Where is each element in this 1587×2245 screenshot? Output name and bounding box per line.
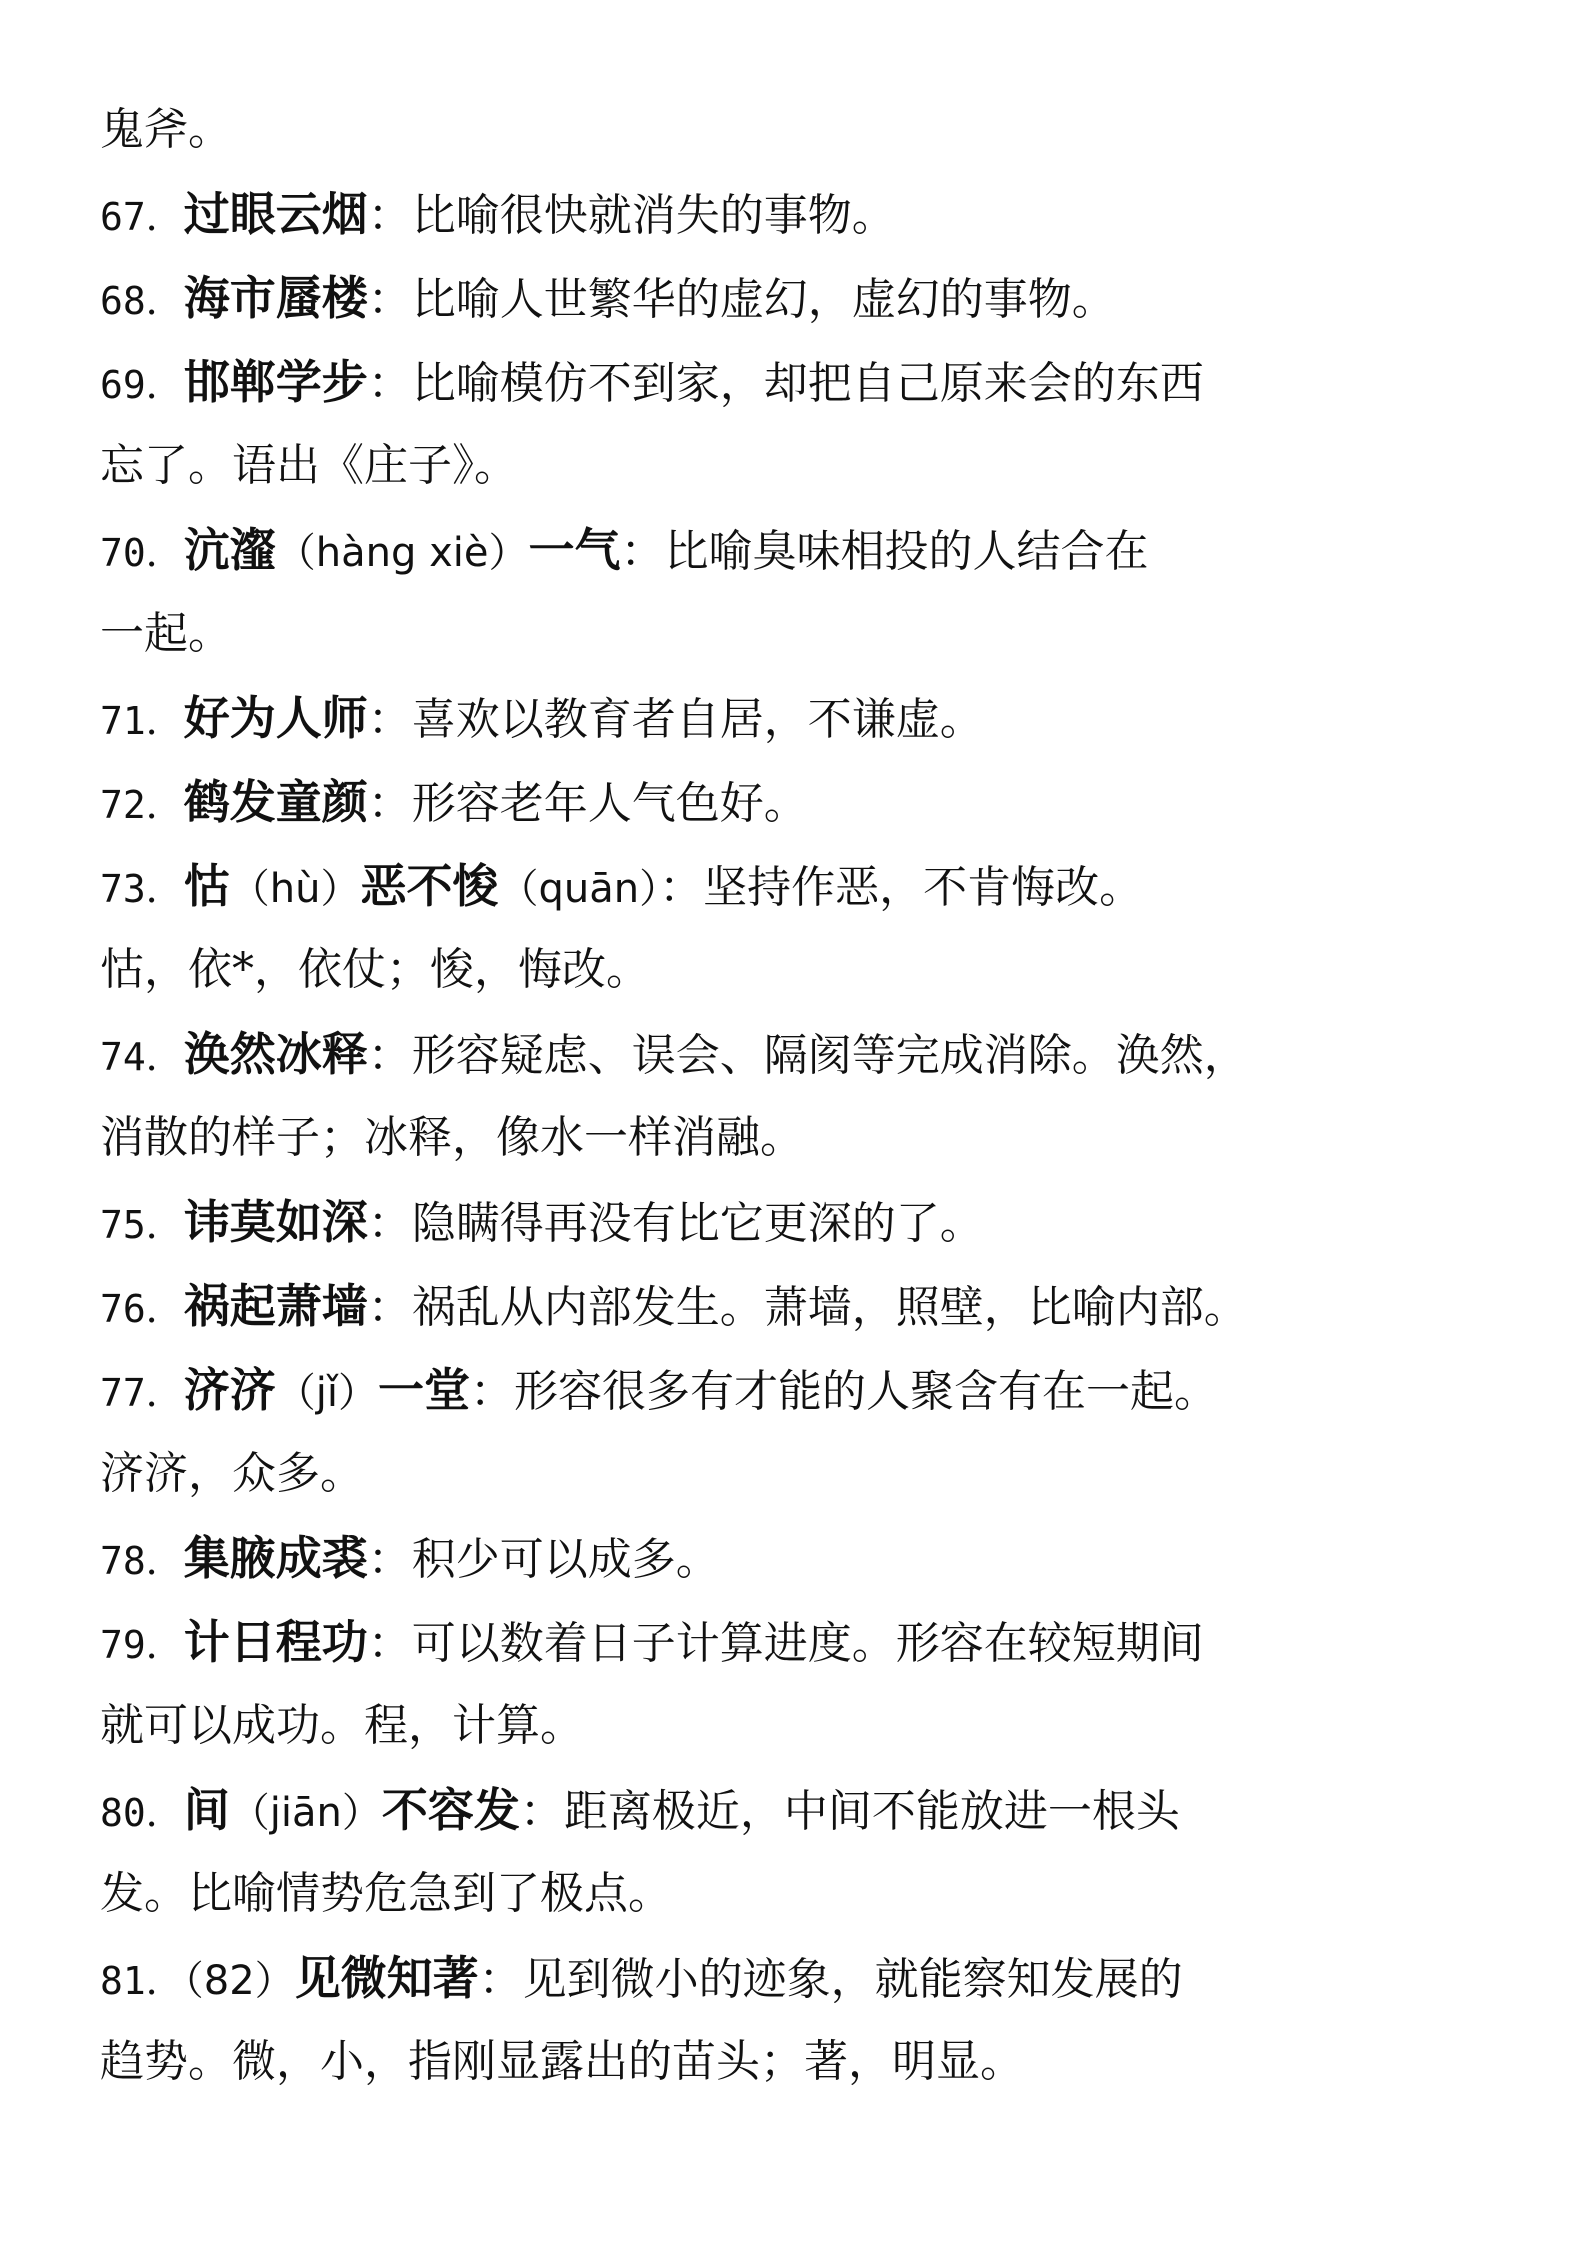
- definition: ：比喻人世繁华的虚幻，虚幻的事物。: [367, 274, 1116, 325]
- definition: 忘了。语出《庄子》。: [100, 440, 518, 491]
- entry-77: [100, 1360, 1218, 1420]
- idiom: 讳莫如深: [183, 1195, 368, 1249]
- idiom: 一堂: [378, 1363, 470, 1417]
- definition: ：形容老年人气色好。: [367, 778, 808, 829]
- idiom: 怙: [183, 859, 230, 913]
- idiom: 集腋成裘: [183, 1531, 368, 1585]
- pinyin: （jǐ）: [275, 1370, 378, 1416]
- definition: ：比喻模仿不到家，却把自己原来会的东西: [367, 358, 1204, 409]
- entry-80: [100, 1780, 1180, 1840]
- definition: ：距离极近，中间不能放进一根头: [519, 1786, 1180, 1837]
- entry-number: 67．: [100, 195, 184, 239]
- idiom: 鹤发童颜: [183, 775, 368, 829]
- idiom: 一气: [528, 523, 621, 577]
- entry-69: [100, 352, 1204, 412]
- pinyin: （hàng xiè）: [275, 530, 529, 576]
- entry-74: [100, 1024, 1248, 1084]
- entry-76: [100, 1276, 1248, 1336]
- entry-number: 68．: [100, 279, 184, 323]
- idiom: 恶不悛: [360, 859, 499, 913]
- entry-75: [100, 1192, 984, 1252]
- entry-70: [100, 520, 1148, 580]
- entry-number: 75．: [100, 1203, 184, 1247]
- entry-number: 77．: [100, 1371, 184, 1415]
- entry-number: 81．: [100, 1959, 184, 2003]
- entry-78: [100, 1528, 720, 1588]
- text-line: [100, 604, 232, 664]
- definition: ：形容疑虑、误会、隔阂等完成消除。涣然，: [367, 1030, 1248, 1081]
- idiom: 过眼云烟: [183, 187, 368, 241]
- definition: 消散的样子；冰释，像水一样消融。: [100, 1112, 804, 1163]
- definition: 一起。: [100, 608, 232, 659]
- definition: ：坚持作恶，不肯悔改。: [659, 862, 1144, 913]
- entry-number-alt: （82）: [183, 1958, 295, 2004]
- idiom: 计日程功: [183, 1615, 368, 1669]
- idiom: 见微知著: [294, 1951, 479, 2005]
- definition: ：比喻很快就消失的事物。: [367, 190, 896, 241]
- definition: ：可以数着日子计算进度。形容在较短期间: [367, 1618, 1204, 1669]
- text-line: [100, 436, 518, 496]
- definition: 趋势。微，小，指刚显露出的苗头；著，明显。: [100, 2036, 1024, 2087]
- idiom: 海市蜃楼: [183, 271, 368, 325]
- definition: ：隐瞒得再没有比它更深的了。: [367, 1198, 984, 1249]
- text-line: [100, 940, 650, 1000]
- definition: ：积少可以成多。: [367, 1534, 720, 1585]
- definition: 济济，众多。: [100, 1448, 364, 1499]
- entry-81: [100, 1948, 1183, 2008]
- entry-number: 69．: [100, 363, 184, 407]
- entry-73: [100, 856, 1143, 916]
- idiom: 好为人师: [183, 691, 368, 745]
- text-line: [100, 1696, 584, 1756]
- text-line: [100, 1108, 804, 1168]
- definition: ：喜欢以教育者自居，不谦虚。: [367, 694, 984, 745]
- entry-number: 80．: [100, 1791, 184, 1835]
- entry-68: [100, 268, 1116, 328]
- entry-number: 70．: [100, 531, 184, 575]
- definition: ：比喻臭味相投的人结合在: [620, 526, 1149, 577]
- definition: ：见到微小的迹象，就能察知发展的: [478, 1954, 1183, 2005]
- definition: ：形容很多有才能的人聚含有在一起。: [470, 1366, 1218, 1417]
- entry-number: 76．: [100, 1287, 184, 1331]
- definition: 鬼斧。: [100, 104, 232, 155]
- text-line: [100, 100, 232, 160]
- entry-number: 79．: [100, 1623, 184, 1667]
- entry-number: 78．: [100, 1539, 184, 1583]
- idiom: 不容发: [381, 1783, 520, 1837]
- idiom: 间: [183, 1783, 230, 1837]
- entry-79: [100, 1612, 1204, 1672]
- pinyin: （hù）: [229, 866, 361, 912]
- entry-72: [100, 772, 808, 832]
- text-line: [100, 1444, 364, 1504]
- entry-number: 71．: [100, 699, 184, 743]
- text-line: [100, 1864, 672, 1924]
- idiom: 祸起萧墙: [183, 1279, 368, 1333]
- entry-number: 72．: [100, 783, 184, 827]
- text-line: [100, 2032, 1024, 2092]
- pinyin: （quān）: [498, 866, 660, 912]
- definition: 就可以成功。程，计算。: [100, 1700, 584, 1751]
- idiom: 沆瀣: [183, 523, 276, 577]
- idiom: 邯郸学步: [183, 355, 368, 409]
- entry-71: [100, 688, 984, 748]
- entry-67: [100, 184, 896, 244]
- idiom: 济济: [183, 1363, 276, 1417]
- definition: ：祸乱从内部发生。萧墙，照壁，比喻内部。: [367, 1282, 1248, 1333]
- idiom: 涣然冰释: [183, 1027, 368, 1081]
- entry-number: 73．: [100, 867, 184, 911]
- pinyin: （jiān）: [229, 1790, 382, 1836]
- entry-number: 74．: [100, 1035, 184, 1079]
- definition: 发。比喻情势危急到了极点。: [100, 1868, 672, 1919]
- definition: 怙，依*，依仗；悛，悔改。: [100, 944, 650, 995]
